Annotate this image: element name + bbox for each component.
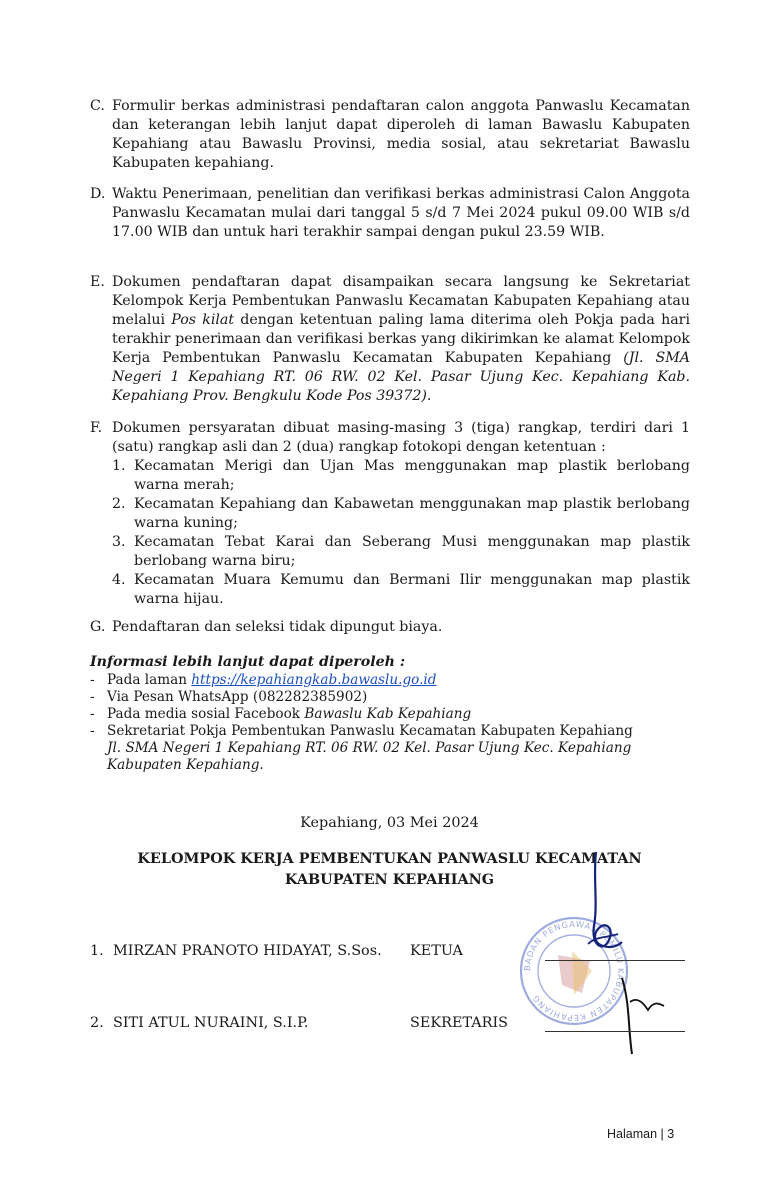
address-italic: (Jl. SMA Negeri 1 Kepahiang RT. 06 RW. 02 Kel. Pasar Ujung Kec. Kepahiang Kab. Kepahiang Prov. Bengkulu Kode Pos 39372). bbox=[112, 350, 690, 404]
signature-line bbox=[545, 1031, 685, 1032]
section-text bbox=[112, 273, 690, 406]
list-item-number: 4. bbox=[112, 572, 126, 588]
info-text: Sekretariat Pokja Pembentukan Panwaslu Kecamatan Kabupaten Kepahiang bbox=[107, 723, 633, 739]
section-g bbox=[90, 618, 690, 637]
facebook-account: Bawaslu Kab Kepahiang bbox=[304, 706, 472, 722]
org-line-2: KABUPATEN KEPAHIANG bbox=[284, 871, 495, 888]
info-item-secretariat bbox=[90, 723, 690, 774]
section-label: E. bbox=[90, 274, 105, 290]
signatory-number: 2. bbox=[90, 1015, 104, 1031]
page-number: Halaman | 3 bbox=[607, 1127, 675, 1141]
dash-bullet: - bbox=[90, 706, 95, 722]
list-item-number: 2. bbox=[112, 496, 126, 512]
dash-bullet: - bbox=[90, 723, 95, 739]
info-list bbox=[90, 672, 690, 774]
list-item-text: Kecamatan Merigi dan Ujan Mas menggunakan map plastik berlobang warna merah; bbox=[134, 458, 690, 493]
org-line-1: KELOMPOK KERJA PEMBENTUKAN PANWASLU KECAMATAN bbox=[137, 850, 642, 867]
list-item bbox=[112, 457, 690, 495]
list-item bbox=[112, 533, 690, 571]
signatory-role: KETUA bbox=[410, 943, 463, 959]
secretariat-address: Jl. SMA Negeri 1 Kepahiang RT. 06 RW. 02 Kel. Pasar Ujung Kec. Kepahiang Kabupaten Kepahiang. bbox=[107, 740, 632, 773]
section-text-italic: Pos kilat bbox=[171, 312, 235, 328]
place-date: Kepahiang, 03 Mei 2024 bbox=[300, 815, 479, 831]
section-text-part: Dokumen pendaftaran dapat disampaikan secara langsung ke Sekretariat Kelompok Kerja Pembentukan Panwaslu Kecamatan Kabupaten Kepahiang atau melalui bbox=[112, 274, 690, 328]
list-item-number: 3. bbox=[112, 534, 126, 550]
info-text: Via Pesan WhatsApp (082282385902) bbox=[107, 689, 368, 705]
info-text: Pada media sosial Facebook bbox=[107, 706, 305, 722]
info-title: Informasi lebih lanjut dapat diperoleh : bbox=[90, 654, 406, 670]
signatory-name: SITI ATUL NURAINI, S.I.P. bbox=[113, 1015, 309, 1031]
signature-line bbox=[545, 960, 685, 961]
section-f bbox=[90, 419, 690, 609]
info-item-whatsapp bbox=[90, 689, 690, 706]
section-label: D. bbox=[90, 186, 106, 202]
list-item bbox=[112, 571, 690, 609]
section-text: Formulir berkas administrasi pendaftaran calon anggota Panwaslu Kecamatan dan keterangan lebih lanjut dapat diperoleh di laman Bawaslu Kabupaten Kepahiang atau Bawaslu Provinsi, media sosial, atau sekretariat Bawaslu Kabupaten kepahiang. bbox=[112, 98, 690, 171]
list-item-number: 1. bbox=[112, 458, 126, 474]
list-item-text: Kecamatan Muara Kemumu dan Bermani Ilir menggunakan map plastik warna hijau. bbox=[134, 572, 690, 607]
section-text: Dokumen persyaratan dibuat masing-masing 3 (tiga) rangkap, terdiri dari 1 (satu) rangkap asli dan 2 (dua) rangkap fotokopi dengan ketentuan : bbox=[112, 420, 690, 455]
list-item-text: Kecamatan Kepahiang dan Kabawetan menggunakan map plastik berlobang warna kuning; bbox=[134, 496, 690, 531]
section-label: C. bbox=[90, 98, 105, 114]
section-c bbox=[90, 97, 690, 173]
dash-bullet: - bbox=[90, 672, 95, 688]
section-text-part: dengan ketentuan paling lama diterima oleh Pokja pada hari terakhir penerimaan dan verifikasi berkas yang dikirimkan ke alamat Kelompok Kerja Pembentukan Panwaslu Kecamatan Kabupaten Kepahiang bbox=[112, 312, 690, 366]
signatory-name: MIRZAN PRANOTO HIDAYAT, S.Sos. bbox=[113, 943, 382, 959]
website-link[interactable]: https://kepahiangkab.bawaslu.go.id bbox=[191, 672, 437, 688]
section-text: Waktu Penerimaan, penelitian dan verifikasi berkas administrasi Calon Anggota Panwaslu Kecamatan mulai dari tanggal 5 s/d 7 Mei 2024 pukul 09.00 WIB s/d 17.00 WIB dan untuk hari terakhir sampai dengan pukul 23.59 WIB. bbox=[112, 186, 690, 240]
section-e bbox=[90, 273, 690, 406]
signatory-number: 1. bbox=[90, 943, 104, 959]
list-item-text: Kecamatan Tebat Karai dan Seberang Musi menggunakan map plastik berlobang warna biru; bbox=[134, 534, 690, 569]
section-d bbox=[90, 185, 690, 242]
stamp-text: BADAN PENGAWAS PEMIL KABUPATEN KEPAHIANG bbox=[521, 918, 627, 1024]
dash-bullet: - bbox=[90, 689, 95, 705]
signature-mark bbox=[560, 848, 680, 1058]
signatory-role: SEKRETARIS bbox=[410, 1015, 509, 1031]
section-text: Pendaftaran dan seleksi tidak dipungut biaya. bbox=[112, 619, 443, 635]
list-item bbox=[112, 495, 690, 533]
info-text: Pada laman bbox=[107, 672, 192, 688]
section-label: F. bbox=[90, 420, 103, 436]
section-label: G. bbox=[90, 619, 106, 635]
info-item-facebook bbox=[90, 706, 690, 723]
info-item-website bbox=[90, 672, 690, 689]
